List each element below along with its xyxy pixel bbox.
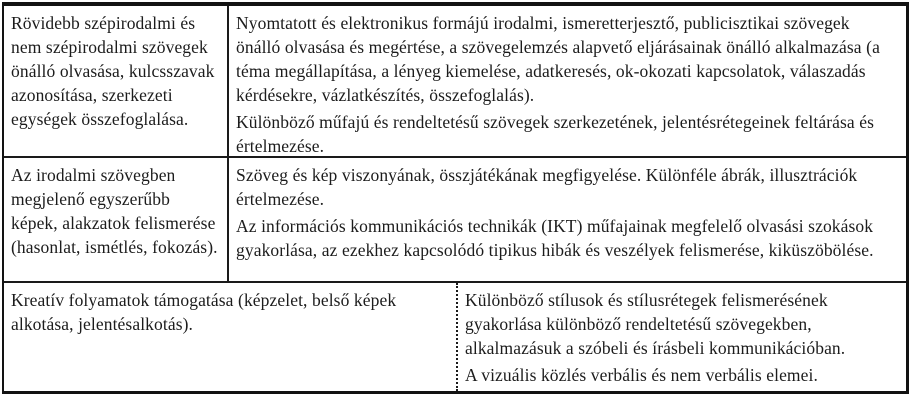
cell-text: Szöveg és kép viszonyának, összjátékának megfigyelése. Különféle ábrák, illusztrációk értelmezése. — [236, 165, 858, 209]
table-row-2 — [4, 156, 906, 281]
cell-text: Különböző stílusok és stílusrétegek felismerésének gyakorlása különböző rendeltetésű szövegekben, alkalmazásuk a szóbeli és írásbeli kommunikációban. — [465, 290, 846, 358]
row3-left-cell — [4, 283, 456, 391]
cell-text: A vizuális közlés verbális és nem verbális elemei. — [465, 365, 818, 385]
cell-text: Rövidebb szépirodalmi és nem szépirodalmi szövegek önálló olvasása, kulcsszavak azonosítása, szerkezeti egységek összefoglalása. — [11, 13, 215, 129]
row1-right-cell — [229, 6, 906, 156]
row2-left-cell — [4, 158, 229, 281]
row2-right-cell — [229, 158, 906, 281]
cell-text: Nyomtatott és elektronikus formájú irodalmi, ismeretterjesztő, publicisztikai szövegek önálló olvasása és megértése, a szövegelemzés alapvető eljárásainak önálló alkalmazása (a téma megállapítása, a lényeg kiemelése, adatkeresés, ok-okozati kapcsolatok, válaszadás kérdésekre, vázlatkészítés, összefoglalás). — [236, 13, 880, 105]
table-row-1 — [4, 6, 906, 156]
curriculum-table — [2, 2, 909, 394]
table-row-3 — [4, 281, 906, 391]
cell-text: Különböző műfajú és rendeltetésű szövegek szerkezetének, jelentésrétegeinek feltárása és értelmezése. — [236, 112, 875, 156]
cell-text: Kreatív folyamatok támogatása (képzelet, belső képek alkotása, jelentésalkotás). — [11, 290, 397, 334]
row1-left-cell — [4, 6, 229, 156]
cell-text: Az irodalmi szövegben megjelenő egyszerűbb képek, alakzatok felismerése (hasonlat, ismétlés, fokozás). — [11, 165, 218, 257]
row3-right-cell — [456, 283, 906, 391]
cell-text: Az információs kommunikációs technikák (IKT) műfajainak megfelelő olvasási szokások gyakorlása, az ezekhez kapcsolódó tipikus hibák és veszélyek felismerése, kiküszöbölése. — [236, 216, 874, 260]
